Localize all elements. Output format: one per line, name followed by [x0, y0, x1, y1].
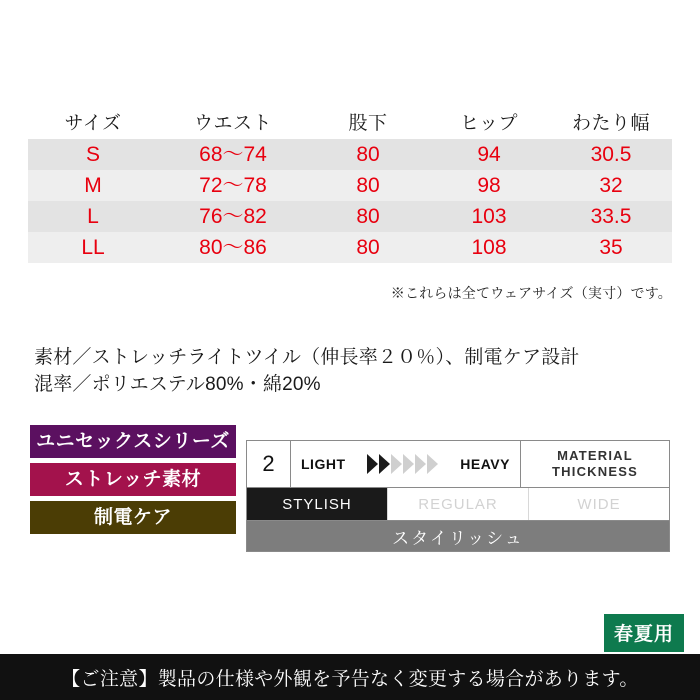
cell-thigh-width: 33.5 [590, 205, 632, 228]
table-row [28, 139, 672, 170]
thickness-arrows-icon [367, 454, 438, 474]
material-line-2: 混率／ポリエステル80%・綿20% [34, 373, 321, 395]
column-header-waist: ウエスト [158, 108, 308, 139]
season-badge: 春夏用 [604, 614, 684, 652]
cell-hip: 94 [477, 143, 501, 166]
cell-inseam: 80 [356, 143, 380, 166]
size-table-note: ※これらは全てウェアサイズ（実寸）です。 [390, 285, 672, 301]
size-table-head [28, 108, 672, 139]
size-table [28, 108, 672, 263]
material-thickness-label [521, 441, 669, 487]
column-header-hip: ヒップ [428, 108, 550, 139]
cell-size: M [84, 174, 102, 197]
cell-size: L [87, 205, 99, 228]
tag-antistatic-care: 制電ケア [30, 501, 236, 534]
table-header-row [28, 108, 672, 139]
tag-stretch-material: ストレッチ素材 [30, 463, 236, 496]
table-row [28, 170, 672, 201]
notice-bar [0, 654, 700, 700]
thickness-value: 2 [247, 441, 291, 487]
fit-option-stylish: STYLISH [247, 488, 388, 520]
cell-hip: 98 [477, 174, 501, 197]
cell-waist: 76〜82 [199, 205, 267, 228]
thickness-scale [291, 441, 521, 487]
fit-option-regular: REGULAR [388, 488, 529, 520]
cell-size: S [85, 143, 100, 166]
scale-label-light: LIGHT [301, 456, 346, 472]
tag-unisex-series: ユニセックスシリーズ [30, 425, 236, 458]
column-header-inseam: 股下 [308, 108, 428, 139]
notice-text: 【ご注意】製品の仕様や外観を予告なく変更する場合があります。 [61, 668, 639, 690]
cell-hip: 103 [471, 205, 507, 228]
cell-thigh-width: 35 [599, 236, 623, 259]
fit-option-wide: WIDE [529, 488, 669, 520]
cell-hip: 108 [471, 236, 507, 259]
spec-box [246, 440, 670, 552]
size-table-body [28, 139, 672, 263]
cell-inseam: 80 [356, 205, 380, 228]
thickness-row [246, 440, 670, 488]
cell-waist: 68〜74 [199, 143, 267, 166]
material-thickness-line-2: THICKNESS [552, 464, 638, 479]
column-header-size: サイズ [28, 108, 158, 139]
cell-inseam: 80 [356, 174, 380, 197]
material-info [34, 345, 580, 399]
fit-caption: スタイリッシュ [246, 521, 670, 552]
table-row [28, 201, 672, 232]
cell-inseam: 80 [356, 236, 380, 259]
table-row [28, 232, 672, 263]
cell-thigh-width: 30.5 [590, 143, 632, 166]
cell-waist: 80〜86 [199, 236, 267, 259]
scale-label-heavy: HEAVY [460, 456, 510, 472]
cell-size: LL [81, 236, 105, 259]
fit-options-row [246, 488, 670, 521]
column-header-thigh-width: わたり幅 [550, 108, 672, 139]
feature-tag-stack [30, 425, 236, 539]
cell-waist: 72〜78 [199, 174, 267, 197]
cell-thigh-width: 32 [599, 174, 623, 197]
material-thickness-line-1: MATERIAL [557, 447, 633, 463]
material-line-1: 素材／ストレッチライトツイル（伸長率２０％）、制電ケア設計 [34, 347, 580, 368]
